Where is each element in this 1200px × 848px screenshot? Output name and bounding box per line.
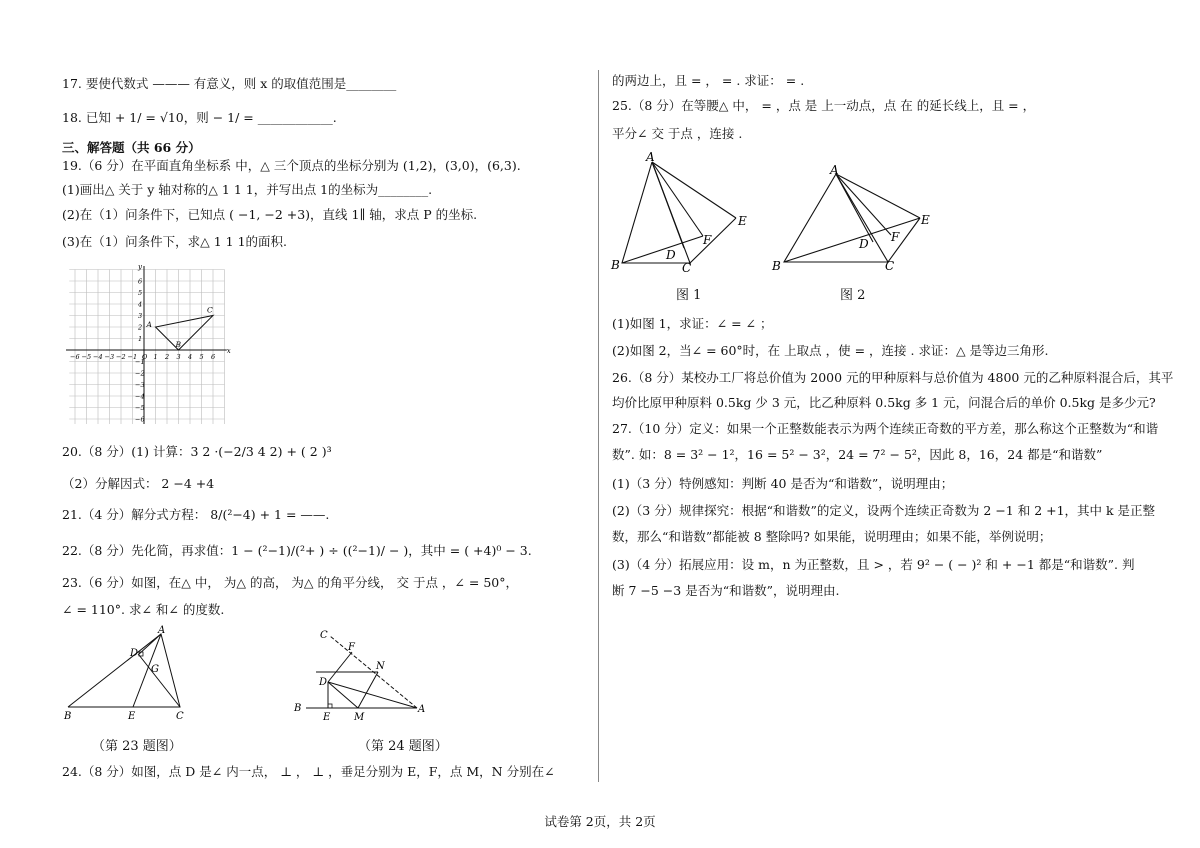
caption-23: （第 23 题图） [92, 739, 182, 754]
question-19-part1: (1)画出△ 关于 y 轴对称的△ 1 1 1，并写出点 1的坐标为________. [62, 182, 433, 197]
figure-25-2 [768, 162, 938, 281]
label-b: B [772, 259, 781, 273]
question-25-line2: 平分∠ 交 于点 ，连接 . [612, 126, 743, 141]
triangle-abc [68, 634, 180, 707]
segment-ae [652, 162, 736, 218]
segment-ce [690, 218, 736, 263]
point-label: B [175, 340, 182, 349]
y-tick-label: 4 [138, 300, 143, 309]
question-27-part3-line2: 断 7 −5 −3 是否为“和谐数”，说明理由. [612, 583, 840, 598]
question-26: 26.（8 分）某校办工厂将总价值为 2000 元的甲种原料与总价值为 4800 元的乙种原料混合后，其平 [612, 370, 1174, 385]
coordinate-grid-figure [66, 262, 236, 428]
x-tick-label: 5 [199, 353, 204, 361]
y-tick-label: −5 [135, 404, 145, 412]
x-tick-label: 3 [176, 353, 181, 361]
label-e: E [738, 214, 747, 228]
segment-be [784, 218, 920, 262]
x-tick-label: 6 [211, 353, 216, 361]
figure-24 [290, 628, 430, 728]
question-18: 18. 已知 + 1/ = √10，则 − 1/ = ____________. [62, 110, 337, 125]
question-17: 17. 要使代数式 ——— 有意义，则 x 的取值范围是________ [62, 76, 397, 91]
y-tick-label: 6 [138, 277, 143, 286]
label-d: D [130, 648, 139, 659]
question-23: 23.（6 分）如图，在△ 中， 为△ 的高， 为△ 的角平分线， 交 于点 ，∠ = 50°， [62, 575, 518, 590]
x-tick-label: −2 [116, 353, 126, 361]
question-19-part2: (2)在（1）问条件下，已知点 ( −1, −2 +3)，直线 1∥ 轴，求点 P 的坐标. [62, 207, 478, 222]
y-axis-label: y [138, 263, 142, 272]
section-3-heading: 三、解答题（共 66 分） [62, 140, 201, 155]
label-a: A [646, 150, 655, 164]
label-b: B [294, 703, 302, 714]
question-27-part2: (2)（3 分）规律探究：根据“和谐数”的定义，设两个连续正奇数为 2 −1 和 2 +1，其中 k 是正整 [612, 503, 1156, 518]
coordinate-grid-svg [66, 262, 236, 424]
segment-af [836, 174, 891, 235]
question-19-part3: (3)在（1）问条件下，求△ 1 1 1的面积. [62, 234, 288, 249]
label-d: D [859, 237, 869, 251]
question-27-line2: 数”. 如：8 = 3² − 1²，16 = 5² − 3²，24 = 7² − 5²，因此 8，16，24 都是“和谐数” [612, 447, 1103, 462]
label-a: A [830, 163, 839, 177]
question-27-part1: (1)（3 分）特例感知：判断 40 是否为“和谐数”，说明理由； [612, 476, 954, 491]
x-tick-label: 2 [165, 353, 170, 361]
label-c: C [320, 630, 328, 641]
figure-23 [60, 625, 200, 729]
label-n: N [376, 661, 385, 672]
y-tick-label: 2 [138, 323, 143, 332]
y-tick-label: −1 [135, 358, 145, 366]
question-21: 21.（4 分）解分式方程： 8/(²−4) + 1 = ——. [62, 507, 330, 522]
question-22: 22.（8 分）先化简，再求值：1 − (²−1)/(²+ ) ÷ ((²−1)/ − )，其中 = ( +4)⁰ − 3. [62, 543, 532, 558]
column-divider [598, 70, 599, 782]
segment-da [328, 682, 417, 708]
label-f: F [703, 233, 712, 247]
label-d: D [666, 248, 676, 262]
label-m: M [354, 712, 365, 723]
y-tick-label: 5 [138, 289, 143, 297]
label-g: G [151, 664, 159, 675]
triangle-abc [156, 316, 214, 351]
figure-2-caption: 图 2 [840, 288, 866, 303]
figure-25-2-svg [768, 162, 938, 277]
y-tick-label: 1 [138, 335, 143, 343]
x-axis-label: x [226, 347, 231, 355]
label-c: C [176, 711, 184, 722]
question-24: 24.（8 分）如图，点 D 是∠ 内一点， ⊥ ， ⊥ ，垂足分别为 E，F，点 M，N 分别在∠ [62, 764, 555, 779]
segment-af [652, 162, 703, 236]
segment-df [328, 652, 352, 682]
figure-24-svg [290, 628, 430, 724]
figure-25-1-svg [608, 148, 758, 273]
question-27-part2-line2: 数，那么“和谐数”都能被 8 整除吗? 如果能，说明理由；如果不能，举例说明； [612, 529, 1052, 544]
triangle-abc [622, 162, 690, 263]
x-tick-label: 1 [153, 353, 158, 361]
label-f: F [348, 642, 355, 653]
caption-24: （第 24 题图） [358, 739, 448, 754]
label-b: B [64, 711, 72, 722]
question-25-part1: (1)如图 1，求证：∠ = ∠ ； [612, 316, 773, 331]
question-23-line2: ∠ = 110°. 求∠ 和∠ 的度数. [62, 602, 225, 617]
segment-ad [652, 162, 684, 248]
x-tick-label: −6 [70, 353, 80, 361]
label-e: E [323, 712, 331, 723]
page-footer: 试卷第 2页，共 2页 [544, 814, 656, 829]
question-25: 25.（8 分）在等腰△ 中， = ，点 是 上一动点，点 在 的延长线上，且 = ， [612, 98, 1036, 113]
y-tick-label: −2 [135, 369, 145, 378]
figure-1-caption: 图 1 [676, 288, 702, 303]
y-tick-label: −3 [135, 381, 145, 389]
question-20: 20.（8 分）(1) 计算：3 2 ·(−2/3 4 2) + ( 2 )³ [62, 444, 332, 459]
right-angle-mark-e [328, 704, 332, 708]
x-tick-label: −5 [81, 353, 92, 361]
x-tick-label: −1 [127, 353, 138, 361]
segment-ce [139, 655, 180, 707]
label-d: D [319, 677, 328, 688]
question-20-part2: （2）分解因式： 2 −4 +4 [62, 476, 215, 491]
segment-nm [358, 672, 378, 708]
x-tick-label: −3 [104, 353, 115, 361]
point-label: C [207, 305, 213, 315]
x-tick-label: −4 [93, 353, 103, 361]
question-26-line2: 均价比原甲种原料 0.5kg 少 3 元，比乙种原料 0.5kg 多 1 元，问混合后的单价 0.5kg 是多少元? [612, 395, 1156, 410]
question-27: 27.（10 分）定义：如果一个正整数能表示为两个连续正奇数的平方差，那么称这个正整数为“和谐 [612, 421, 1159, 436]
x-tick-label: 4 [188, 353, 193, 361]
figure-23-svg [60, 625, 200, 725]
label-c: C [885, 259, 895, 273]
label-a: A [418, 704, 426, 715]
label-e: E [921, 213, 930, 227]
label-e: E [128, 711, 136, 722]
question-19: 19.（6 分）在平面直角坐标系 中，△ 三个顶点的坐标分别为 (1,2)，(3,0)，(6,3). [62, 158, 521, 173]
label-c: C [682, 261, 692, 273]
label-f: F [891, 230, 900, 244]
figure-25-1 [608, 148, 758, 277]
triangle-abc [784, 174, 888, 262]
label-a: A [158, 625, 166, 636]
y-tick-label: −4 [135, 392, 145, 401]
question-25-part2: (2)如图 2，当∠ = 60°时，在 上取点 ，使 = ，连接 . 求证：△ 是等边三角形. [612, 343, 1049, 358]
y-tick-label: −6 [135, 415, 145, 424]
point-label: A [146, 320, 152, 329]
y-tick-label: 3 [138, 312, 143, 320]
x-tick-label: O [142, 353, 148, 361]
question-24-continued: 的两边上，且 = ， = . 求证： = . [612, 73, 805, 88]
label-b: B [611, 258, 620, 272]
question-27-part3: (3)（4 分）拓展应用：设 m，n 为正整数，且 > ，若 9² − ( − )² 和 + −1 都是“和谐数”. 判 [612, 557, 1135, 572]
segment-bf [622, 236, 703, 263]
